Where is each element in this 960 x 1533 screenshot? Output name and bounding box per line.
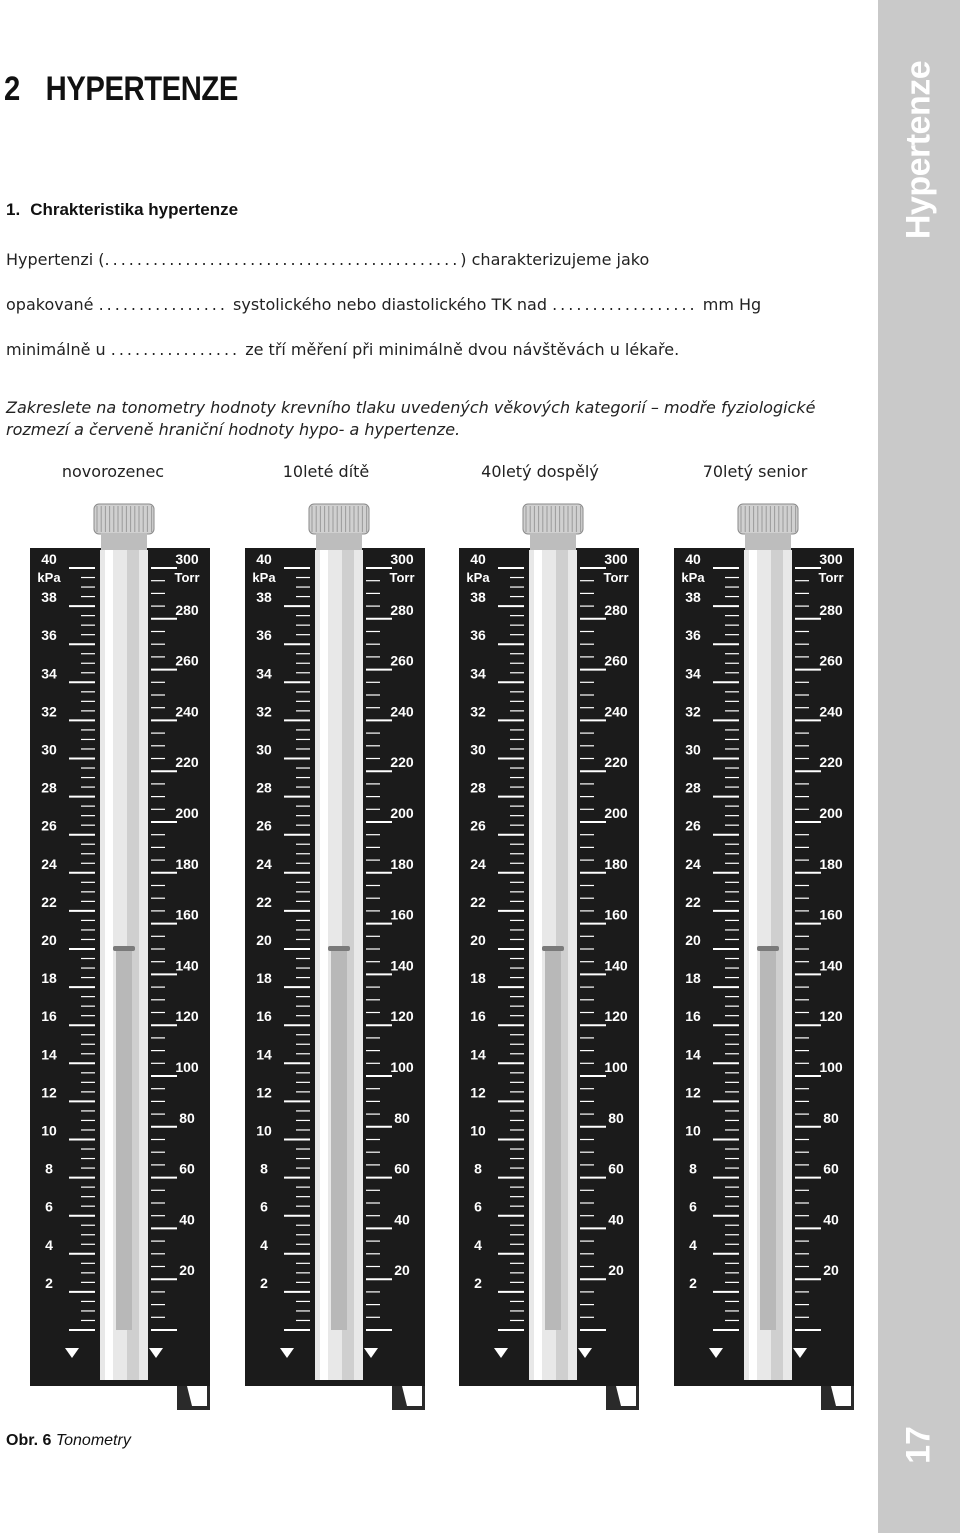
torr-label: 60 bbox=[823, 1160, 839, 1177]
kpa-label: 28 bbox=[256, 779, 272, 796]
fill-line-text: ) charakterizujeme jako bbox=[460, 250, 650, 269]
torr-unit-label: Torr bbox=[818, 570, 844, 585]
torr-label: 120 bbox=[819, 1008, 843, 1025]
torr-label: 200 bbox=[175, 805, 199, 821]
gauge-foot bbox=[606, 1386, 639, 1410]
torr-label: 60 bbox=[179, 1160, 195, 1177]
torr-label: 100 bbox=[604, 1059, 628, 1075]
kpa-label: 14 bbox=[470, 1046, 486, 1063]
fill-line-3 bbox=[6, 340, 866, 359]
kpa-unit-label: kPa bbox=[37, 570, 61, 585]
kpa-label: 12 bbox=[470, 1084, 486, 1101]
kpa-label: 38 bbox=[256, 589, 272, 606]
tonometer[interactable] bbox=[671, 500, 861, 1410]
blank-field[interactable]: ................ bbox=[110, 340, 241, 359]
kpa-label: 32 bbox=[685, 703, 701, 720]
torr-label: 220 bbox=[175, 754, 199, 771]
kpa-label: 20 bbox=[41, 932, 57, 948]
kpa-label: 8 bbox=[45, 1160, 53, 1177]
kpa-label: 30 bbox=[470, 741, 486, 758]
mercury-meniscus bbox=[113, 946, 135, 951]
tonometer-svg bbox=[456, 500, 646, 1410]
torr-label: 40 bbox=[394, 1211, 410, 1228]
kpa-label: 40 bbox=[470, 551, 486, 567]
gauge-cap bbox=[309, 504, 369, 534]
torr-label: 300 bbox=[604, 551, 628, 567]
torr-label: 300 bbox=[390, 551, 414, 567]
torr-label: 100 bbox=[819, 1059, 843, 1075]
torr-label: 200 bbox=[819, 805, 843, 821]
kpa-label: 4 bbox=[260, 1236, 268, 1253]
kpa-label: 4 bbox=[689, 1236, 697, 1253]
mercury-meniscus bbox=[542, 946, 564, 951]
torr-label: 140 bbox=[604, 957, 628, 974]
caption-text: Tonometry bbox=[55, 1432, 131, 1449]
kpa-label: 34 bbox=[256, 665, 272, 682]
caption-prefix: Obr. bbox=[6, 1432, 39, 1449]
kpa-label: 30 bbox=[41, 741, 57, 758]
torr-label: 20 bbox=[179, 1262, 195, 1279]
mercury-column bbox=[545, 949, 561, 1330]
kpa-label: 6 bbox=[45, 1198, 53, 1215]
gauge-foot bbox=[392, 1386, 425, 1410]
kpa-label: 34 bbox=[41, 665, 57, 682]
kpa-label: 26 bbox=[41, 817, 57, 834]
kpa-label: 32 bbox=[256, 703, 272, 720]
kpa-label: 18 bbox=[256, 970, 272, 987]
kpa-label: 28 bbox=[41, 779, 57, 796]
kpa-label: 14 bbox=[685, 1046, 701, 1063]
torr-label: 200 bbox=[390, 805, 414, 821]
fill-line-2 bbox=[6, 295, 866, 314]
kpa-label: 6 bbox=[689, 1198, 697, 1215]
torr-label: 160 bbox=[604, 906, 628, 923]
kpa-label: 34 bbox=[685, 665, 701, 682]
kpa-label: 2 bbox=[689, 1274, 697, 1291]
torr-label: 40 bbox=[179, 1211, 195, 1228]
kpa-label: 8 bbox=[689, 1160, 697, 1177]
torr-label: 120 bbox=[604, 1008, 628, 1025]
torr-label: 180 bbox=[390, 855, 414, 872]
torr-unit-label: Torr bbox=[603, 570, 629, 585]
torr-label: 140 bbox=[819, 957, 843, 974]
torr-label: 20 bbox=[823, 1262, 839, 1279]
sidebar-title: Hypertenze bbox=[899, 60, 938, 240]
gauge-label: 10leté dítě bbox=[282, 462, 370, 481]
torr-label: 100 bbox=[390, 1059, 414, 1075]
kpa-label: 28 bbox=[470, 779, 486, 796]
mercury-meniscus bbox=[328, 946, 350, 951]
blank-field[interactable]: ............................................ bbox=[104, 250, 461, 269]
kpa-label: 18 bbox=[470, 970, 486, 987]
tube-highlight bbox=[320, 550, 328, 1380]
kpa-label: 38 bbox=[685, 589, 701, 606]
torr-label: 260 bbox=[390, 652, 414, 669]
kpa-label: 24 bbox=[470, 855, 486, 872]
fill-line-text: systolického nebo diastolického TK nad bbox=[227, 295, 553, 314]
kpa-label: 34 bbox=[470, 665, 486, 682]
fill-line-text: opakované bbox=[6, 295, 99, 314]
tonometer-svg bbox=[27, 500, 217, 1410]
kpa-label: 38 bbox=[41, 589, 57, 606]
kpa-label: 18 bbox=[685, 970, 701, 987]
kpa-label: 30 bbox=[256, 741, 272, 758]
torr-label: 280 bbox=[175, 601, 199, 618]
gauge-cap bbox=[94, 504, 154, 534]
torr-label: 160 bbox=[819, 906, 843, 923]
tonometer[interactable] bbox=[27, 500, 217, 1410]
torr-label: 260 bbox=[819, 652, 843, 669]
kpa-label: 16 bbox=[470, 1008, 486, 1025]
torr-label: 300 bbox=[819, 551, 843, 567]
kpa-label: 26 bbox=[256, 817, 272, 834]
kpa-label: 16 bbox=[41, 1008, 57, 1025]
section-title: Chrakteristika hypertenze bbox=[30, 200, 239, 219]
kpa-label: 24 bbox=[41, 855, 57, 872]
torr-label: 160 bbox=[390, 906, 414, 923]
torr-label: 160 bbox=[175, 906, 199, 923]
torr-label: 180 bbox=[604, 855, 628, 872]
kpa-unit-label: kPa bbox=[681, 570, 705, 585]
kpa-unit-label: kPa bbox=[466, 570, 490, 585]
figure-caption bbox=[6, 1432, 131, 1450]
fill-line-text: mm Hg bbox=[697, 295, 762, 314]
gauge-label: novorozenec bbox=[61, 462, 165, 481]
tube-highlight bbox=[534, 550, 542, 1380]
torr-label: 140 bbox=[390, 957, 414, 974]
tube-highlight bbox=[749, 550, 757, 1380]
kpa-label: 26 bbox=[470, 817, 486, 834]
torr-label: 220 bbox=[390, 754, 414, 771]
torr-label: 120 bbox=[390, 1008, 414, 1025]
kpa-label: 32 bbox=[41, 703, 57, 720]
torr-label: 300 bbox=[175, 551, 199, 567]
torr-label: 40 bbox=[608, 1211, 624, 1228]
kpa-label: 36 bbox=[41, 627, 57, 644]
torr-label: 180 bbox=[175, 855, 199, 872]
gauge-foot bbox=[177, 1386, 210, 1410]
torr-label: 180 bbox=[819, 855, 843, 872]
mercury-meniscus bbox=[757, 946, 779, 951]
torr-label: 20 bbox=[394, 1262, 410, 1279]
section-number: 1. bbox=[6, 200, 21, 219]
kpa-label: 30 bbox=[685, 741, 701, 758]
torr-label: 280 bbox=[604, 601, 628, 618]
section-heading bbox=[6, 200, 238, 220]
torr-label: 260 bbox=[175, 652, 199, 669]
kpa-label: 18 bbox=[41, 970, 57, 987]
gauge-collar bbox=[101, 533, 147, 551]
fill-line-1 bbox=[6, 250, 866, 269]
kpa-label: 10 bbox=[685, 1122, 701, 1139]
kpa-label: 8 bbox=[260, 1160, 268, 1177]
gauge-label: 70letý senior bbox=[702, 462, 808, 481]
kpa-label: 10 bbox=[41, 1122, 57, 1139]
kpa-label: 16 bbox=[685, 1008, 701, 1025]
gauge-foot bbox=[821, 1386, 854, 1410]
kpa-label: 22 bbox=[685, 893, 701, 910]
kpa-label: 2 bbox=[260, 1274, 268, 1291]
kpa-label: 26 bbox=[685, 817, 701, 834]
kpa-unit-label: kPa bbox=[252, 570, 276, 585]
kpa-label: 12 bbox=[256, 1084, 272, 1101]
kpa-label: 40 bbox=[256, 551, 272, 567]
torr-unit-label: Torr bbox=[174, 570, 200, 585]
kpa-label: 40 bbox=[41, 551, 57, 567]
kpa-label: 10 bbox=[256, 1122, 272, 1139]
kpa-label: 8 bbox=[474, 1160, 482, 1177]
torr-label: 80 bbox=[394, 1109, 410, 1126]
kpa-label: 20 bbox=[685, 932, 701, 948]
kpa-label: 24 bbox=[685, 855, 701, 872]
fill-line-text: Hypertenzi ( bbox=[6, 250, 105, 269]
kpa-label: 22 bbox=[470, 893, 486, 910]
kpa-label: 36 bbox=[685, 627, 701, 644]
torr-label: 200 bbox=[604, 805, 628, 821]
torr-label: 280 bbox=[390, 601, 414, 618]
torr-label: 220 bbox=[819, 754, 843, 771]
torr-label: 80 bbox=[608, 1109, 624, 1126]
mercury-column bbox=[760, 949, 776, 1330]
chapter-title: HYPERTENZE bbox=[45, 70, 238, 108]
kpa-label: 36 bbox=[256, 627, 272, 644]
kpa-label: 4 bbox=[474, 1236, 482, 1253]
kpa-label: 32 bbox=[470, 703, 486, 720]
kpa-label: 2 bbox=[45, 1274, 53, 1291]
kpa-label: 14 bbox=[256, 1046, 272, 1063]
caption-number: 6 bbox=[42, 1432, 52, 1449]
torr-label: 60 bbox=[394, 1160, 410, 1177]
kpa-label: 22 bbox=[41, 893, 57, 910]
kpa-label: 24 bbox=[256, 855, 272, 872]
kpa-label: 12 bbox=[685, 1084, 701, 1101]
torr-label: 240 bbox=[819, 703, 843, 720]
kpa-label: 10 bbox=[470, 1122, 486, 1139]
gauge-cap bbox=[523, 504, 583, 534]
kpa-label: 14 bbox=[41, 1046, 57, 1063]
torr-label: 240 bbox=[390, 703, 414, 720]
kpa-label: 22 bbox=[256, 893, 272, 910]
tonometer-svg bbox=[242, 500, 432, 1410]
torr-label: 120 bbox=[175, 1008, 199, 1025]
kpa-label: 36 bbox=[470, 627, 486, 644]
gauge-collar bbox=[316, 533, 362, 551]
kpa-label: 12 bbox=[41, 1084, 57, 1101]
instruction-text: Zakreslete na tonometry hodnoty krevního tlaku uvedených věkových kategorií – modře fyziologické rozmezí a červeně hraniční hodnoty hypo- a hypertenze. bbox=[6, 398, 816, 439]
page-number: 17 bbox=[899, 1426, 938, 1464]
chapter-number: 2 bbox=[4, 70, 20, 108]
blank-field[interactable]: .................. bbox=[552, 295, 698, 314]
kpa-label: 28 bbox=[685, 779, 701, 796]
fill-line-text: ze tří měření při minimálně dvou návštěvách u lékaře. bbox=[240, 340, 680, 359]
torr-label: 140 bbox=[175, 957, 199, 974]
torr-label: 60 bbox=[608, 1160, 624, 1177]
torr-label: 260 bbox=[604, 652, 628, 669]
torr-label: 80 bbox=[179, 1109, 195, 1126]
kpa-label: 20 bbox=[256, 932, 272, 948]
kpa-label: 4 bbox=[45, 1236, 53, 1253]
torr-label: 220 bbox=[604, 754, 628, 771]
kpa-label: 6 bbox=[260, 1198, 268, 1215]
gauge-cap bbox=[738, 504, 798, 534]
tonometer[interactable] bbox=[242, 500, 432, 1410]
chapter-heading bbox=[4, 70, 238, 109]
torr-label: 240 bbox=[175, 703, 199, 720]
kpa-label: 2 bbox=[474, 1274, 482, 1291]
torr-label: 240 bbox=[604, 703, 628, 720]
torr-label: 40 bbox=[823, 1211, 839, 1228]
fill-line-text: minimálně u bbox=[6, 340, 111, 359]
kpa-label: 16 bbox=[256, 1008, 272, 1025]
tonometer-svg bbox=[671, 500, 861, 1410]
gauge-collar bbox=[530, 533, 576, 551]
mercury-column bbox=[331, 949, 347, 1330]
gauge-collar bbox=[745, 533, 791, 551]
tube-highlight bbox=[105, 550, 113, 1380]
torr-label: 80 bbox=[823, 1109, 839, 1126]
mercury-column bbox=[116, 949, 132, 1330]
tonometer[interactable] bbox=[456, 500, 646, 1410]
blank-field[interactable]: ................ bbox=[98, 295, 228, 314]
torr-label: 100 bbox=[175, 1059, 199, 1075]
torr-label: 20 bbox=[608, 1262, 624, 1279]
kpa-label: 6 bbox=[474, 1198, 482, 1215]
torr-unit-label: Torr bbox=[389, 570, 415, 585]
kpa-label: 40 bbox=[685, 551, 701, 567]
kpa-label: 20 bbox=[470, 932, 486, 948]
kpa-label: 38 bbox=[470, 589, 486, 606]
gauge-label: 40letý dospělý bbox=[481, 462, 599, 481]
torr-label: 280 bbox=[819, 601, 843, 618]
